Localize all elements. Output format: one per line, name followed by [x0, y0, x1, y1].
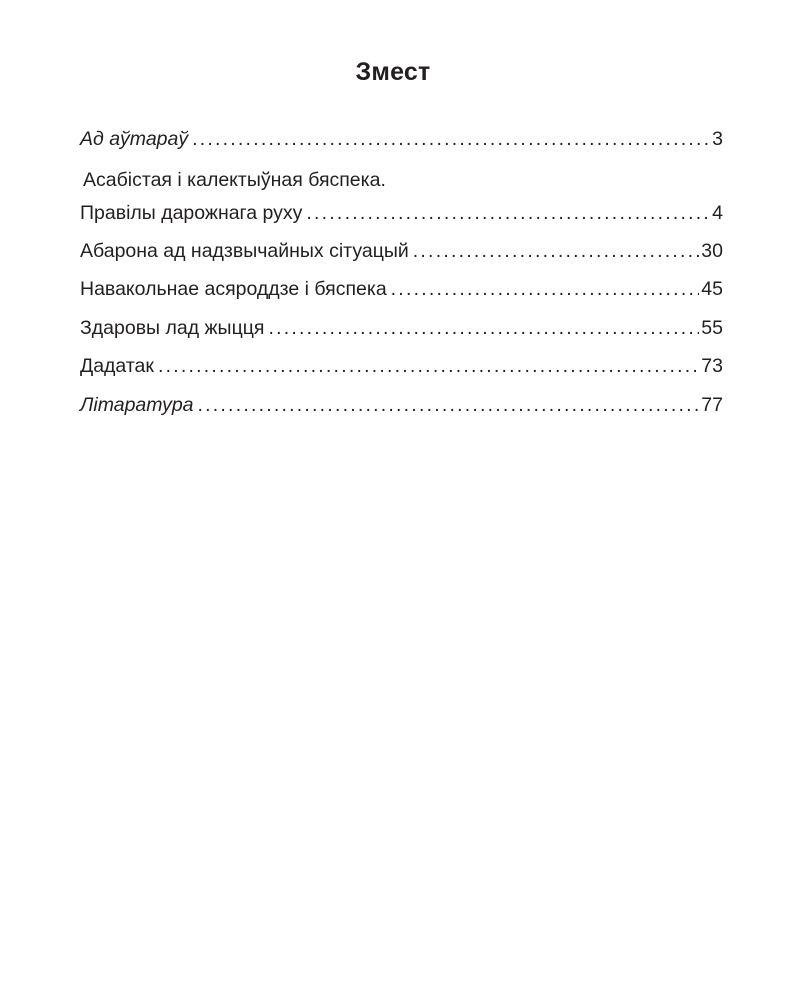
dot-leader: [192, 120, 710, 159]
toc-entry-title: Правілы дарожнага руху: [80, 201, 303, 224]
page-title: Змест: [355, 58, 431, 86]
table-of-contents: [80, 120, 723, 424]
toc-entry-title: Літаратура: [80, 393, 194, 416]
toc-page-number: 4: [712, 201, 723, 224]
toc-entry-title: Ад аўтараў: [80, 128, 189, 150]
toc-entry-literature[interactable]: [80, 386, 723, 425]
toc-page-number: 30: [701, 239, 723, 262]
toc-page-number: 45: [701, 278, 723, 300]
toc-entry-appendix[interactable]: [80, 347, 723, 386]
toc-entry-emergency[interactable]: [80, 232, 723, 271]
dot-leader: [413, 232, 700, 271]
dot-leader: [198, 386, 700, 425]
toc-entry-title: Навакольнае асяроддзе і бяспека: [80, 278, 387, 300]
toc-entry-title: Дадатак: [80, 355, 154, 377]
dot-leader: [391, 270, 700, 309]
toc-entry-authors[interactable]: [80, 120, 723, 159]
toc-entry-healthy-lifestyle[interactable]: [80, 309, 723, 348]
toc-page-number: 73: [701, 355, 723, 377]
dot-leader: [306, 198, 710, 228]
toc-page-number: 55: [701, 316, 723, 339]
toc-page-number: 3: [712, 128, 723, 150]
toc-entry-title: Здаровы лад жыцця: [80, 316, 265, 339]
toc-page-number: 77: [701, 393, 723, 416]
dot-leader: [268, 309, 699, 348]
toc-entry-environment[interactable]: [80, 270, 723, 309]
toc-entry-safety[interactable]: [80, 163, 723, 228]
dot-leader: [158, 347, 699, 386]
toc-entry-title-line1: Асабістая і калектыўная бяспека.: [83, 168, 386, 191]
toc-entry-title: Абарона ад надзвычайных сітуацый: [80, 239, 409, 262]
